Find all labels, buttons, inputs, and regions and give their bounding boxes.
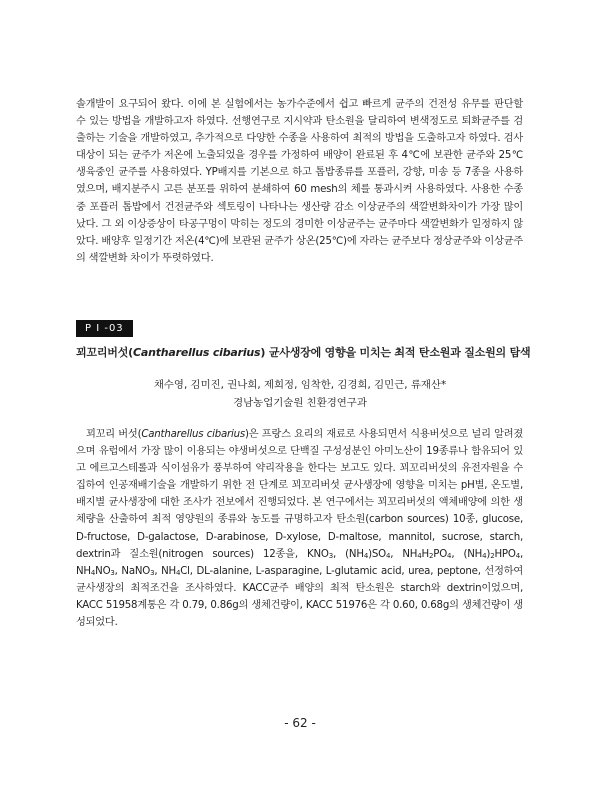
subscript: 4 bbox=[363, 551, 369, 560]
subscript: 4 bbox=[385, 551, 391, 560]
body-text: HPO bbox=[494, 548, 516, 560]
subscript: 4 bbox=[447, 551, 452, 560]
subscript: 4 bbox=[482, 551, 487, 560]
author-list: 채수영, 김미진, 권나희, 제희정, 임착한, 김경희, 김민근, 류재산* bbox=[153, 379, 447, 391]
subscript: 4 bbox=[175, 568, 181, 577]
body-text: , NH bbox=[390, 548, 418, 560]
intro-paragraph: 솔개발이 요구되어 왔다. 이에 본 실험에서는 농가수준에서 쉽고 빠르게 균주의 건전성 유무를 판단할 수 있는 방법을 개발하고자 하였다. 선행연구로 지시약과 탄소원을 달리하여 변색정도로 퇴화균주를 검출하는 기술을 개발하였고, 추가적으로 다양한 수종을 사용하여 최적의 방법을 도출하고자 하였다. 검사대상이 되는 균주가 저온에 노출되었을 경우를 가정하여 배양이 완료된 후 4℃에 보관한 균주와 25℃생육중인 균주를 사용하였다. YP배지를 기본으로 하고 톱밥종류를 포플러, 강향, 미송 등 7종을 사용하였으며, 배지분주시 고른 분포를 위하여 분쇄하여 60 mesh의 체를 통과시켜 사용하였다. 사용한 수종중 포플러 톱밥에서 건전균주와 섹토링이 나타나는 생산량 감소 이상균주의 색깔변화차이가 가장 많이 났다. 그 외 이상증상이 타공구멍이 막히는 정도의 경미한 이상균주는 균주마다 색깔변화가 일정하지 않았다. 배양후 일정기간 저온(4℃)에 보관된 균주가 상온(25℃)에 자라는 균주보다 정상균주와 이상균주의 색깔변화 차이가 뚜렷하였다. bbox=[76, 99, 523, 264]
page-number: - 62 - bbox=[284, 716, 316, 730]
section-tag: P I -03 bbox=[76, 320, 133, 337]
body-text: )은 프랑스 요리의 재료로 사용되면서 식용버섯으로 널리 알려졌으며 유럽에서 가장 많이 이용되는 야생버섯으로 단백질 구성성분인 아미노산이 19종류나 함유되어 있고 에르고스테롤과 식이섬유가 풍부하여 약리작용을 한다는 보고도 있다. 꾀꼬리버섯의 유전자원을 수집하여 인공재배기술을 개발하기 위한 전 단계로 꾀꼬리버섯 균사생장에 영향을 미치는 pH별, 온도별, 배지별 균사생장에 대한 조사가 전보에서 진행되었다. 본 연구에서는 꾀꼬리버섯의 액체배양에 의한 생체량을 산출하여 최적 영양원의 종류와 농도를 규명하고자 탄소원(carbon sources) 10종, glucose, D-fructose, D-galactose, D-arabinose, D-xylose, D-maltose, mannitol, sucrose, starch, dextrin과 질소원(nitrogen sources) 12종을, KNO bbox=[76, 429, 523, 560]
body-text: , (NH bbox=[332, 548, 364, 560]
subscript: 2 bbox=[429, 551, 434, 560]
body-text: , NH bbox=[76, 548, 523, 577]
subscript: 2 bbox=[490, 551, 495, 560]
affiliation: 경남농업기술원 친환경연구과 bbox=[233, 397, 367, 409]
body-text: 꾀꼬리 버섯( bbox=[86, 429, 142, 440]
subscript: 4 bbox=[90, 568, 96, 577]
article-title bbox=[76, 344, 546, 360]
body-text: H bbox=[421, 548, 430, 560]
subscript: 4 bbox=[417, 551, 422, 560]
body-scientific-name: Cantharellus cibarius bbox=[141, 429, 246, 440]
title-prefix: 꾀꼬리버섯( bbox=[76, 346, 133, 359]
body-text: )SO bbox=[368, 548, 386, 560]
body-text: NO bbox=[95, 565, 111, 577]
body-text: , NH bbox=[154, 565, 176, 577]
subscript: 3 bbox=[150, 568, 155, 577]
title-scientific-name: Cantharellus cibarius bbox=[132, 346, 261, 359]
abstract-paragraph bbox=[76, 426, 523, 631]
author-block bbox=[0, 376, 600, 412]
body-text: , (NH bbox=[451, 548, 483, 560]
subscript: 4 bbox=[515, 551, 520, 560]
subscript: 3 bbox=[328, 551, 333, 560]
subscript: 3 bbox=[110, 568, 115, 577]
body-text: ) bbox=[486, 548, 491, 560]
body-text: Cl, DL-alanine, L-asparagine, L-glutamic acid, urea, peptone, 선정하여 균사생장의 최적조건을 조사하였다. KACC균주 배양의 최적 탄소원은 starch와 dextrin이었으며, KACC 51958계통은 각 0.79, 0.86g의 생체건량이, KACC 51976은 각 0.60, 0.68g의 생체건량이 생성되었다. bbox=[76, 565, 523, 629]
body-text: PO bbox=[433, 548, 448, 560]
body-text: , NaNO bbox=[114, 565, 151, 577]
title-suffix: ) 균사생장에 영향을 미치는 최적 탄소원과 질소원의 탐색 bbox=[260, 346, 531, 359]
